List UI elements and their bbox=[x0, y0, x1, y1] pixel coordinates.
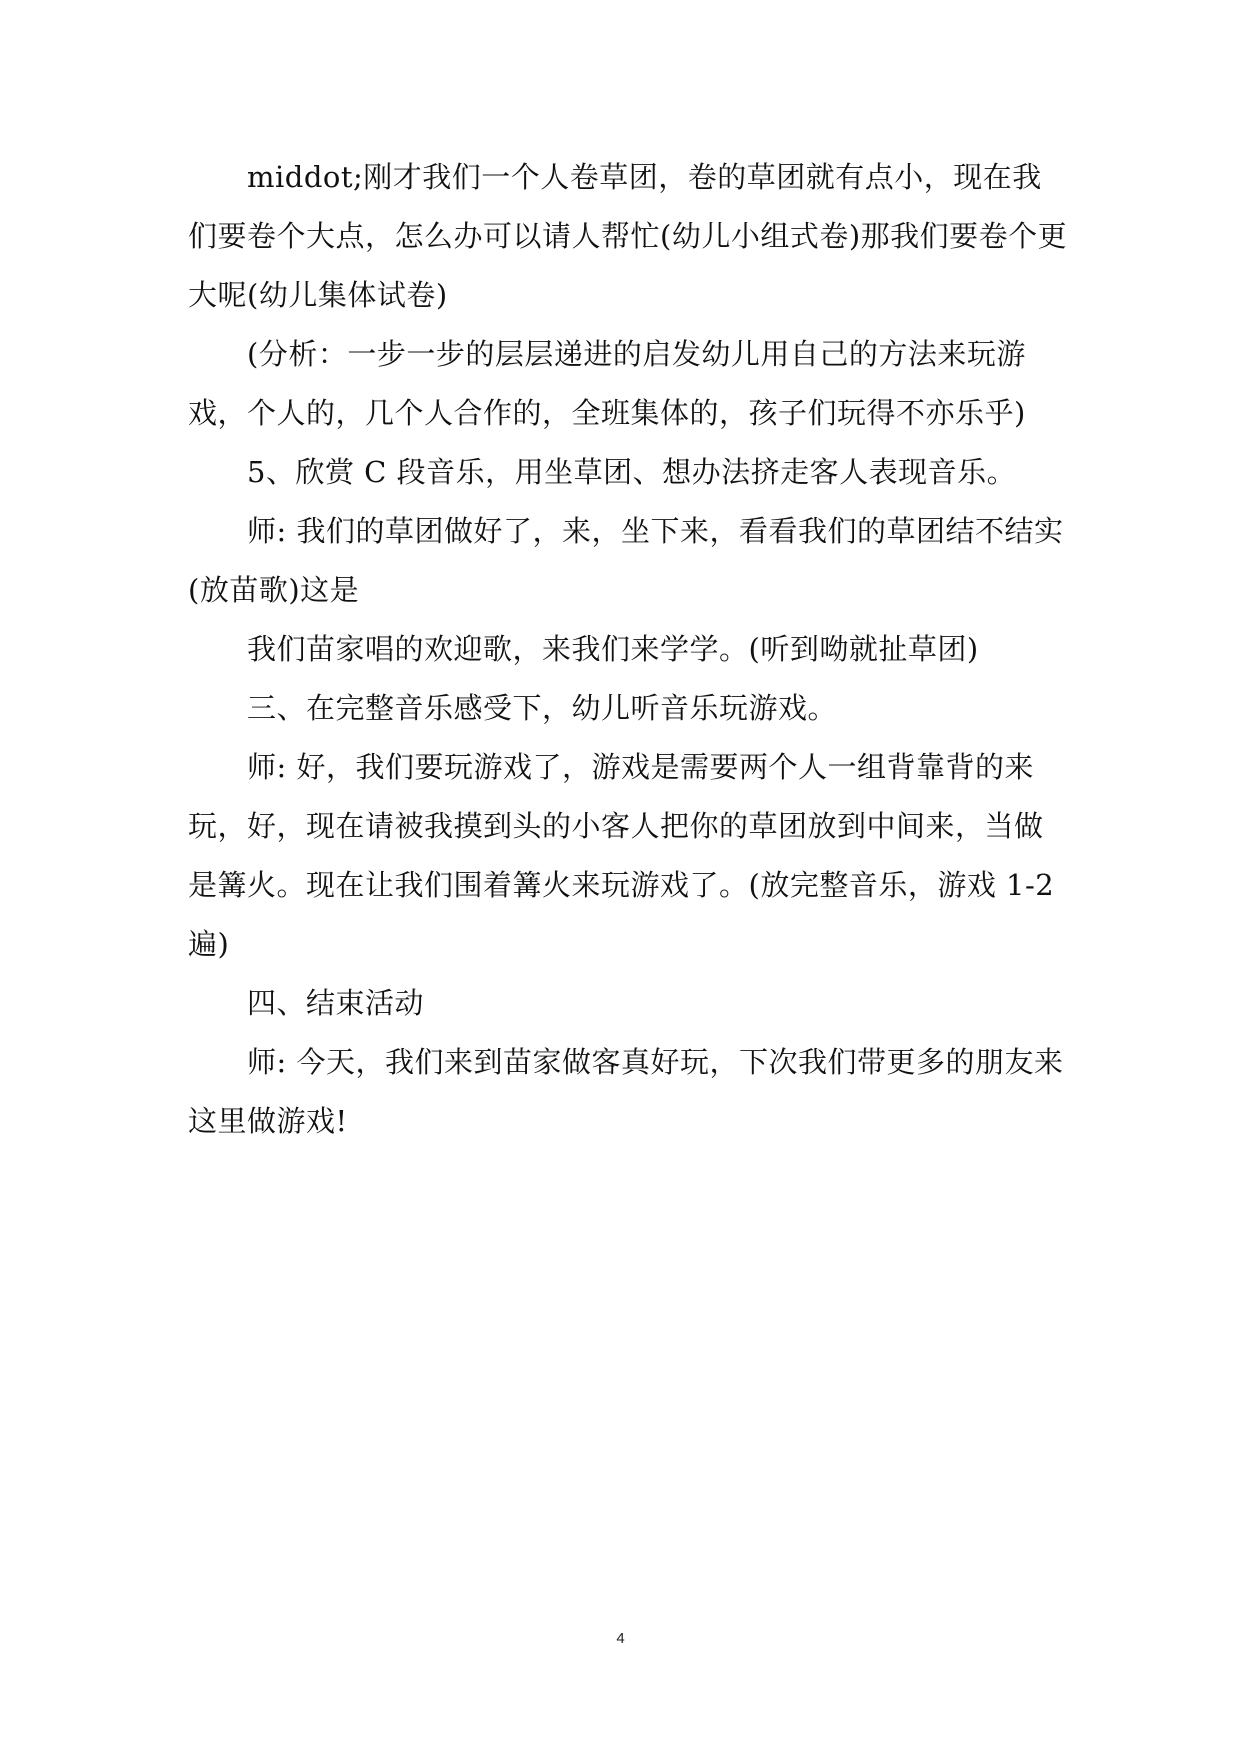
paragraph-teacher-play-game: 师: 好，我们要玩游戏了，游戏是需要两个人一组背靠背的来玩，好，现在请被我摸到头的小客人把你的草团放到中间来，当做是篝火。现在让我们围着篝火来玩游戏了。(放完整音乐，游戏 1-2 遍) bbox=[188, 750, 1055, 961]
paragraph-teacher-sit-down: 师: 我们的草团做好了，来，坐下来，看看我们的草团结不结实(放苗歌)这是 bbox=[188, 514, 1064, 607]
paragraph-step-5: 5、欣赏 C 段音乐，用坐草团、想办法挤走客人表现音乐。 bbox=[247, 455, 1017, 489]
document-body bbox=[188, 148, 1068, 1151]
paragraph-welcome-song: 我们苗家唱的欢迎歌，来我们来学学。(听到呦就扯草团) bbox=[247, 632, 979, 666]
paragraph-analysis: (分析：一步一步的层层递进的启发幼儿用自己的方法来玩游戏，个人的，几个人合作的，全班集体的，孩子们玩得不亦乐乎) bbox=[188, 337, 1026, 430]
paragraph-rolling-grass-ball: middot;刚才我们一个人卷草团，卷的草团就有点小，现在我们要卷个大点，怎么办可以请人帮忙(幼儿小组式卷)那我们要卷个更大呢(幼儿集体试卷) bbox=[188, 160, 1068, 312]
page-number: 4 bbox=[616, 1630, 625, 1647]
paragraph-section-3-heading: 三、在完整音乐感受下，幼儿听音乐玩游戏。 bbox=[247, 691, 838, 725]
paragraph-section-4-heading: 四、结束活动 bbox=[247, 986, 425, 1020]
paragraph-teacher-closing: 师: 今天，我们来到苗家做客真好玩，下次我们带更多的朋友来这里做游戏! bbox=[188, 1045, 1064, 1138]
